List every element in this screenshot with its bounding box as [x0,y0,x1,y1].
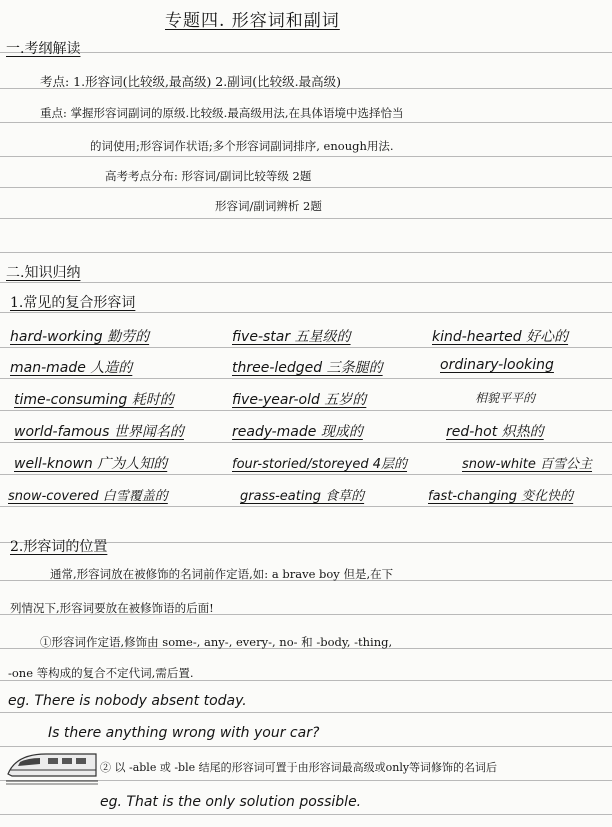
word-item: well-known 广为人知的 [14,456,168,472]
section1-heading: 一.考纲解读 [6,41,81,57]
word-item: grass-eating 食草的 [240,489,365,504]
word-item: 相貌平平的 [475,391,536,405]
word-item: ready-made 现成的 [232,424,363,440]
section2-heading: 二.知识归纳 [6,265,81,281]
subsection-adjective-position: 2.形容词的位置 [10,539,108,555]
example-2: eg. That is the only solution possible. [100,794,362,810]
gaokao-line-2: 形容词/副词辨析 2题 [215,199,322,213]
word-item: snow-white 百雪公主 [462,457,593,472]
word-item: red-hot 炽热的 [446,424,544,440]
word-item: snow-covered 白雪覆盖的 [8,489,168,504]
word-item: man-made 人造的 [10,360,133,376]
word-item: fast-changing 变化快的 [428,489,574,504]
paragraph-1-line-2: 列情况下,形容词要放在被修饰语的后面! [10,601,214,615]
zhongdian-line-1: 重点: 掌握形容词副词的原级.比较级.最高级用法,在具体语境中选择恰当 [40,106,404,120]
word-item: five-year-old 五岁的 [232,392,367,408]
zhongdian-line-2: 的词使用;形容词作状语;多个形容词副词排序, enough用法. [90,139,394,153]
word-item: four-storied/storeyed 4层的 [232,457,408,472]
example-1b: Is there anything wrong with your car? [48,725,320,741]
word-item: hard-working 勤劳的 [10,329,150,345]
word-item: world-famous 世界闻名的 [14,424,184,440]
word-item: five-star 五星级的 [232,329,351,345]
word-item: kind-hearted 好心的 [432,329,569,345]
word-item: ordinary-looking [440,357,554,373]
paragraph-2-line-2: -one 等构成的复合不定代词,需后置. [8,666,194,680]
paragraph-2-line-1: ①形容词作定语,修饰由 some-, any-, every-, no- 和 -body, -thing, [40,635,393,649]
paragraph-1-line-1: 通常,形容词放在被修饰的名词前作定语,如: a brave boy 但是,在下 [50,567,394,581]
example-1: eg. There is nobody absent today. [8,693,247,709]
subsection-compound-adjectives: 1.常见的复合形容词 [10,295,136,311]
word-item: three-ledged 三条腿的 [232,360,383,376]
kaodian-line: 考点: 1.形容词(比较级,最高级) 2.副词(比较级.最高级) [40,74,341,89]
gaokao-line-1: 高考考点分布: 形容词/副词比较等级 2题 [105,169,312,183]
word-item: time-consuming 耗时的 [14,392,174,408]
paragraph-3: ② 以 -able 或 -ble 结尾的形容词可置于由形容词最高级或only等词修饰的名词后 [100,761,498,774]
train-doodle-icon [6,744,98,786]
page-title: 专题四. 形容词和副词 [165,11,340,31]
